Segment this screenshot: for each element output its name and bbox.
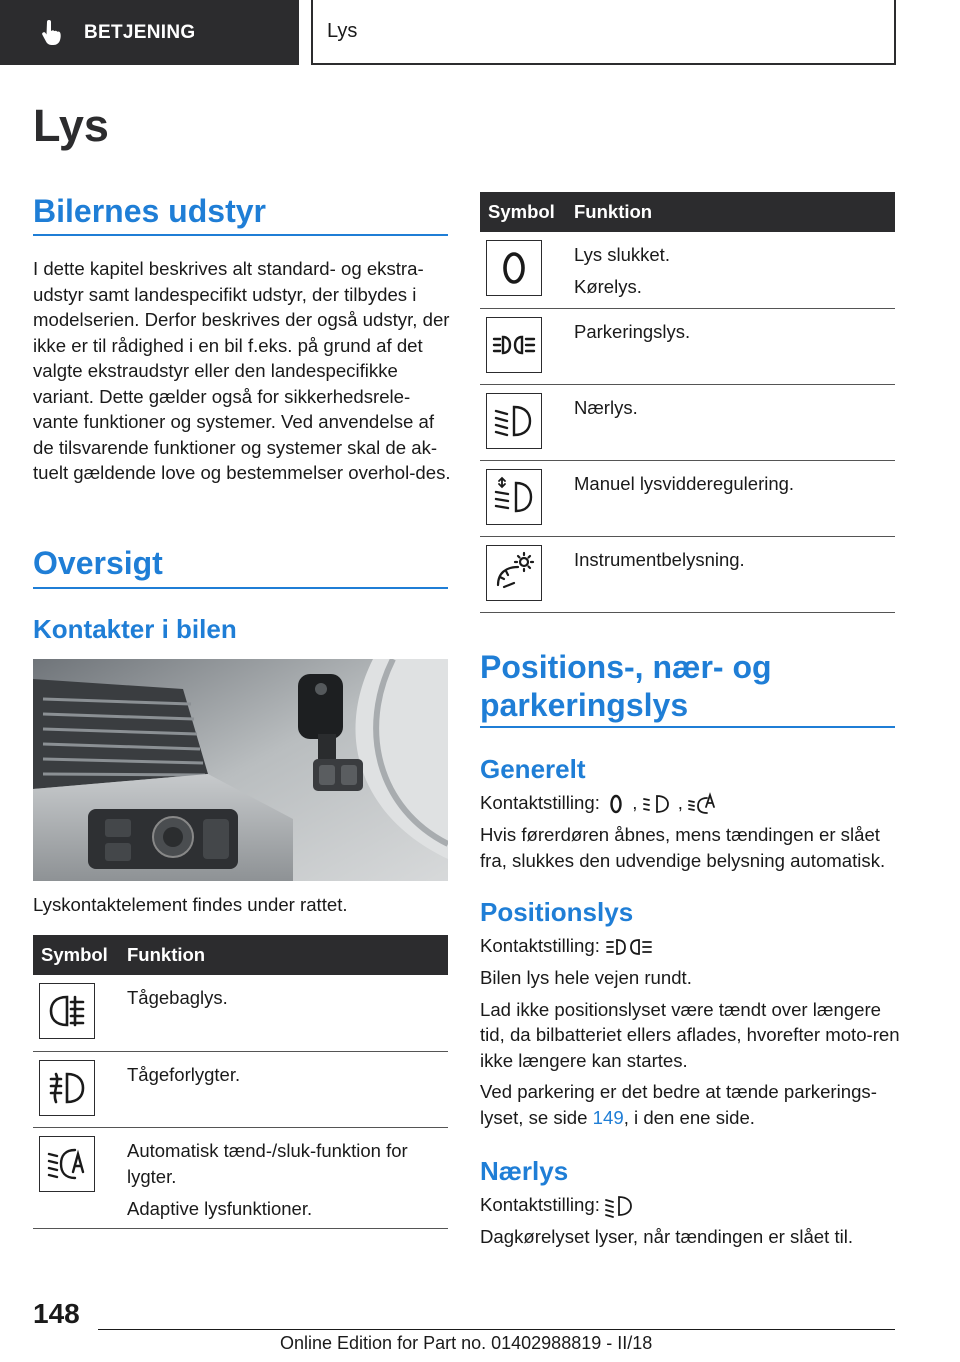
- table-row: [480, 384, 895, 460]
- rear-fog-light-icon: [45, 989, 89, 1033]
- function-text: Kørelys.: [574, 276, 642, 297]
- table-row: [480, 536, 895, 612]
- topic-label: Lys: [327, 20, 358, 42]
- separator: ,: [632, 792, 638, 813]
- zero-position-icon: [492, 246, 536, 290]
- function-text: Parkeringslys.: [574, 320, 691, 342]
- function-text: Manuel lysvidderegulering.: [574, 472, 795, 494]
- table-row: [33, 1051, 448, 1127]
- positionslys-text: [480, 1079, 900, 1130]
- kontakt-label: Kontaktstilling:: [480, 1194, 600, 1215]
- symbol-table-left: [33, 935, 448, 1229]
- function-text: Tågeforlygter.: [127, 1063, 241, 1085]
- col-header-function: Funktion: [119, 935, 448, 975]
- heading-bilernes-udstyr: Bilernes udstyr: [33, 193, 266, 229]
- function-text: Lys slukket.: [574, 244, 670, 265]
- generelt-text: Hvis førerdøren åbnes, mens tændingen er slået fra, slukkes den udvendige belysning automatisk.: [480, 824, 886, 871]
- subheading-naerlys: Nærlys: [480, 1156, 569, 1186]
- subheading-kontakter: Kontakter i bilen: [33, 614, 237, 644]
- page-header: [0, 0, 960, 66]
- function-text: Instrumentbelysning.: [574, 548, 745, 570]
- heading-line: Positions-, nær- og: [480, 649, 772, 685]
- hand-pointer-icon: [40, 20, 62, 46]
- symbol-table-right: [480, 192, 895, 613]
- kontakt-line: [480, 933, 900, 959]
- heading-rule: [33, 587, 448, 589]
- kontakt-label: Kontaktstilling:: [480, 935, 600, 956]
- headlight-range-icon: [492, 475, 536, 519]
- text-span: Ved parkering er det bedre at tænde parkerings-lyset, se side: [480, 1081, 877, 1128]
- edition-text: Online Edition for Part no. 01402988819 - II/18: [280, 1333, 653, 1353]
- subheading-generelt: Generelt: [480, 754, 586, 784]
- text-span: , i den ene side.: [623, 1106, 755, 1128]
- col-header-function: Funktion: [566, 192, 895, 232]
- light-switch-photo: [33, 659, 448, 881]
- subheading-positionslys: Positionslys: [480, 897, 634, 927]
- low-beam-icon: [605, 1194, 635, 1218]
- positionslys-text: Bilen lys hele vejen rundt.: [480, 967, 692, 989]
- function-text: Nærlys.: [574, 396, 638, 418]
- function-text: Adaptive lysfunktioner.: [127, 1197, 313, 1219]
- intro-paragraph: I dette kapitel beskrives alt standard- og ekstra-udstyr samt landespecifikt udstyr, der tilbydes i modelserien. Derfor beskrives der også udstyr, der ikke er til rådighed i en bil f.eks. på grund af det valgte ekstraudstyr eller den landespecifikke variant. Dette gælder også for sikkerhedsrele-vante funktioner og systemer. Ved anvendelse af de tilsvarende funktioner og systemer skal de ak-tuelt gældende love og bestemmelser overhol-des.: [33, 258, 451, 483]
- naerlys-text: Dagkørelyset lyser, når tændingen er slået til.: [480, 1226, 854, 1248]
- heading-rule: [33, 234, 448, 236]
- zero-position-icon: [605, 792, 627, 816]
- parking-light-icon: [643, 792, 673, 816]
- topic-box: [311, 0, 896, 65]
- heading-positions: [480, 648, 772, 724]
- footer-rule: [98, 1329, 895, 1330]
- auto-headlight-icon: [688, 792, 718, 816]
- kontakt-line: [480, 1192, 900, 1218]
- auto-headlight-icon: [45, 1142, 89, 1186]
- section-label: BETJENING: [84, 21, 196, 43]
- kontakt-line: [480, 790, 900, 816]
- generelt-block: [480, 790, 900, 879]
- parking-light-icon: [605, 935, 655, 959]
- function-text: Tågebaglys.: [127, 987, 228, 1008]
- page-link-149[interactable]: 149: [592, 1106, 624, 1128]
- table-row: [480, 232, 895, 308]
- col-header-symbol: Symbol: [33, 935, 119, 975]
- instrument-lighting-icon: [492, 551, 536, 595]
- kontakt-label: Kontaktstilling:: [480, 792, 600, 813]
- section-tab[interactable]: [0, 0, 299, 65]
- table-row: [33, 975, 448, 1051]
- heading-oversigt: Oversigt: [33, 545, 163, 581]
- heading-line: parkeringslys: [480, 687, 689, 723]
- positionslys-block: [480, 933, 900, 1136]
- table-row: [480, 308, 895, 384]
- table-row: [33, 1127, 448, 1228]
- low-beam-icon: [492, 399, 536, 443]
- function-text: Automatisk tænd-/sluk-funktion for lygter.: [127, 1139, 408, 1187]
- heading-rule: [480, 726, 895, 728]
- parking-light-icon: [492, 323, 536, 367]
- naerlys-block: [480, 1192, 900, 1256]
- positionslys-text: Lad ikke positionslyset være tændt over længere tid, da bilbatteriet ellers aflades, hvorefter moto-ren ikke længere kan startes.: [480, 998, 900, 1071]
- page-number: 148: [33, 1298, 80, 1329]
- col-header-symbol: Symbol: [480, 192, 566, 232]
- front-fog-light-icon: [45, 1066, 89, 1110]
- page-title: Lys: [33, 100, 109, 151]
- photo-caption: Lyskontaktelement findes under rattet.: [33, 894, 348, 915]
- table-row: [480, 460, 895, 536]
- separator: ,: [677, 792, 683, 813]
